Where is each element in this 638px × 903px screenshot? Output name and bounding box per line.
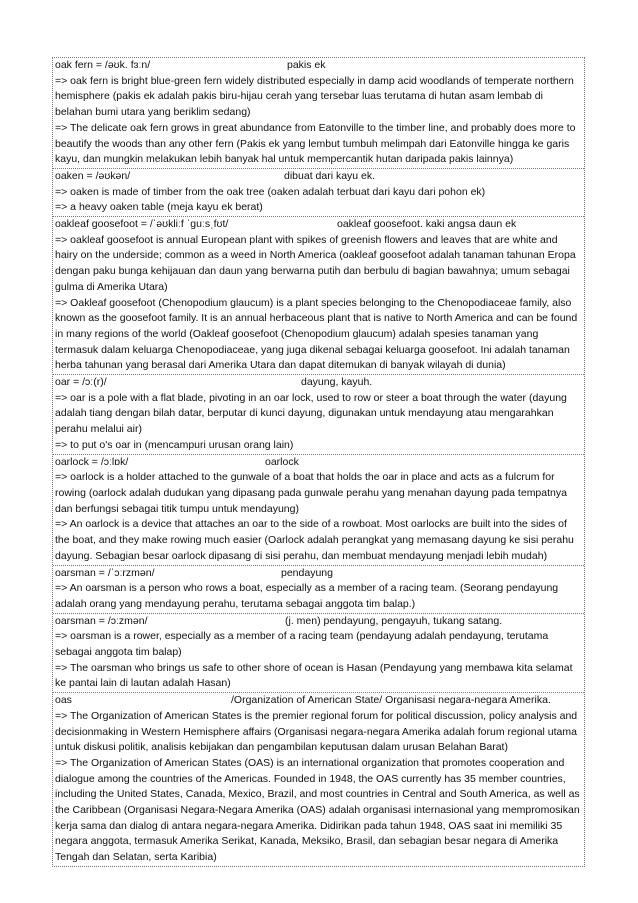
entry-example: => The delicate oak fern grows in great abundance from Eatonville to the timber line, and probably does more to beautify the woods than any other fern (Pakis ek yang lembut tumbuh melimpah dari Eatonville hingga ke garis kayu, dan mungkin melakukan lebih banyak hal untuk mempercantik hutan daripada pakis lainnya) bbox=[55, 121, 576, 166]
entry-example: => oaken is made of timber from the oak tree (oaken adalah terbuat dari kayu dari pohon ek) bbox=[55, 185, 486, 198]
entry-example: => a heavy oaken table (meja kayu ek berat) bbox=[55, 201, 263, 214]
entry-headline bbox=[55, 455, 582, 471]
dictionary-entry bbox=[53, 58, 584, 168]
entry-example: => oar is a pole with a flat blade, pivoting in an oar lock, used to row or steer a boat through the water (dayung adalah tiang dengan bilah datar, berputar di kunci dayung, digunakan untuk mendayung atau mengarahkan perahu melalui air) bbox=[55, 391, 567, 436]
entry-headline bbox=[55, 375, 582, 391]
entry-headline bbox=[55, 58, 582, 74]
entry-translation: /Organization of American State/ Organisasi negara-negara Amerika. bbox=[231, 694, 551, 707]
entry-term: oarsman = /ˈɔːrzmən/ bbox=[55, 566, 155, 579]
entry-translation: oakleaf goosefoot. kaki angsa daun ek bbox=[337, 218, 517, 231]
entry-translation: dayung, kayuh. bbox=[301, 376, 373, 389]
entry-headline bbox=[55, 614, 582, 630]
entry-term: oarlock = /ɔːlɒk/ bbox=[55, 455, 129, 468]
entry-term: oakleaf goosefoot = /ˈəʊkliːf ˈɡuːsˌfʊt/ bbox=[55, 218, 229, 231]
entry-example: => The Organization of American States (OAS) is an international organization that promotes cooperation and dialogue among the countries of the Americas. Founded in 1948, the OAS currently has 35 member countries, including the United States, Canada, Mexico, Brazil, and most countries in Central and South America, as well as the Caribbean (Organisasi Negara-Negara Amerika (OAS) adalah organisasi internasional yang mempromosikan kerja sama dan dialog di antara negara-negara Amerika. Didirikan pada tahun 1948, OAS saat ini memiliki 35 negara anggota, termasuk Amerika Serikat, Kanada, Meksiko, Brasil, dan sebagian besar negara di Amerika Tengah dan Selatan, serta Karibia) bbox=[55, 756, 580, 864]
entry-example: => oarlock is a holder attached to the gunwale of a boat that holds the oar in place and acts as a fulcrum for rowing (oarlock adalah dudukan yang dipasang pada gunwale perahu yang menahan dayung pada tempatnya dan berfungsi sebagai titik tumpu untuk mendayung) bbox=[55, 471, 567, 515]
entry-example: => The oarsman who brings us safe to other shore of ocean is Hasan (Pendayung yang membawa kita selamat ke pantai lain di lautan adalah Hasan) bbox=[55, 661, 573, 690]
entry-translation: pakis ek bbox=[287, 59, 326, 71]
entry-example: => Oakleaf goosefoot (Chenopodium glaucum) is a plant species belonging to the Chenopodiaceae family, also known as the goosefoot family. It is an annual herbaceous plant that is native to North America and can be found in many regions of the world (Oakleaf goosefoot (Chenopodium glaucum) adalah spesies tanaman yang termasuk dalam keluarga Chenopodiaceae, yang juga dikenal sebagai keluarga goosefoot. Ini adalah tanaman herba tahunan yang berasal dari Amerika Utara dan dapat ditemukan di banyak wilayah di dunia) bbox=[55, 296, 578, 372]
entry-headline bbox=[55, 169, 582, 185]
entry-example: => An oarsman is a person who rows a boat, especially as a member of a racing team. (Seorang pendayung adalah orang yang mendayung perahu, terutama sebagai anggota tim balap.) bbox=[55, 582, 559, 610]
dictionary-entry bbox=[53, 613, 584, 693]
dictionary-entry bbox=[53, 374, 584, 454]
entry-term: oak fern = /əʊk. fɜːn/ bbox=[55, 59, 151, 71]
entry-translation: pendayung bbox=[281, 566, 333, 579]
entry-example: => The Organization of American States is the premier regional forum for political discussion, policy analysis and decisionmaking in Western Hemisphere affairs (Organisasi negara-negara Amerika adalah forum regional utama untuk diskusi politik, analisis kebijakan dan pengambilan keputusan dalam urusan Belahan Barat) bbox=[55, 709, 578, 754]
entry-headline bbox=[55, 217, 582, 233]
entry-translation: (j. men) pendayung, pengayuh, tukang satang. bbox=[285, 614, 503, 627]
dictionary-entry bbox=[53, 454, 584, 565]
dictionary-entry bbox=[53, 565, 584, 613]
entry-term: oarsman = /ɔːzmən/ bbox=[55, 614, 148, 627]
entry-term: oaken = /əʊkən/ bbox=[55, 169, 131, 182]
entry-translation: dibuat dari kayu ek. bbox=[284, 169, 376, 182]
entry-headline bbox=[55, 566, 582, 582]
dictionary-entry bbox=[53, 216, 584, 374]
entry-term: oar = /ɔː(r)/ bbox=[55, 376, 107, 389]
entry-example: => to put o's oar in (mencampuri urusan orang lain) bbox=[55, 438, 294, 451]
entry-example: => An oarlock is a device that attaches an oar to the side of a rowboat. Most oarlocks are built into the sides of the boat, and they make rowing much easier (Oarlock adalah perangkat yang memasang dayung ke sisi perahu dayung. Sebagian besar oarlock dipasang di sisi perahu, dan membuat mendayung menjadi lebih mudah) bbox=[55, 518, 574, 562]
entry-example: => oak fern is bright blue-green fern widely distributed especially in damp acid woodlands of temperate northern hemisphere (pakis ek adalah pakis biru-hijau cerah yang tersebar luas terutama di hutan asam lembab di belahan bumi utara yang beriklim sedang) bbox=[55, 74, 574, 119]
entry-term: oas bbox=[55, 694, 72, 707]
dictionary-entry bbox=[53, 692, 584, 866]
entry-example: => oakleaf goosefoot is annual European plant with spikes of greenish flowers and leaves that are white and hairy on the underside; common as a weed in North America (oakleaf goosefoot adalah tanaman tahunan Eropa dengan paku bunga kehijauan dan daun yang berwarna putih dan berbulu di bagian bawahnya; umum sebagai gulma di Amerika Utara) bbox=[55, 233, 576, 293]
dictionary-document bbox=[52, 57, 585, 867]
entry-example: => oarsman is a rower, especially as a member of a racing team (pendayung adalah pendayung, terutama sebagai anggota tim balap) bbox=[55, 630, 549, 659]
entry-headline bbox=[55, 693, 582, 709]
dictionary-entry bbox=[53, 168, 584, 216]
entry-translation: oarlock bbox=[265, 455, 299, 468]
